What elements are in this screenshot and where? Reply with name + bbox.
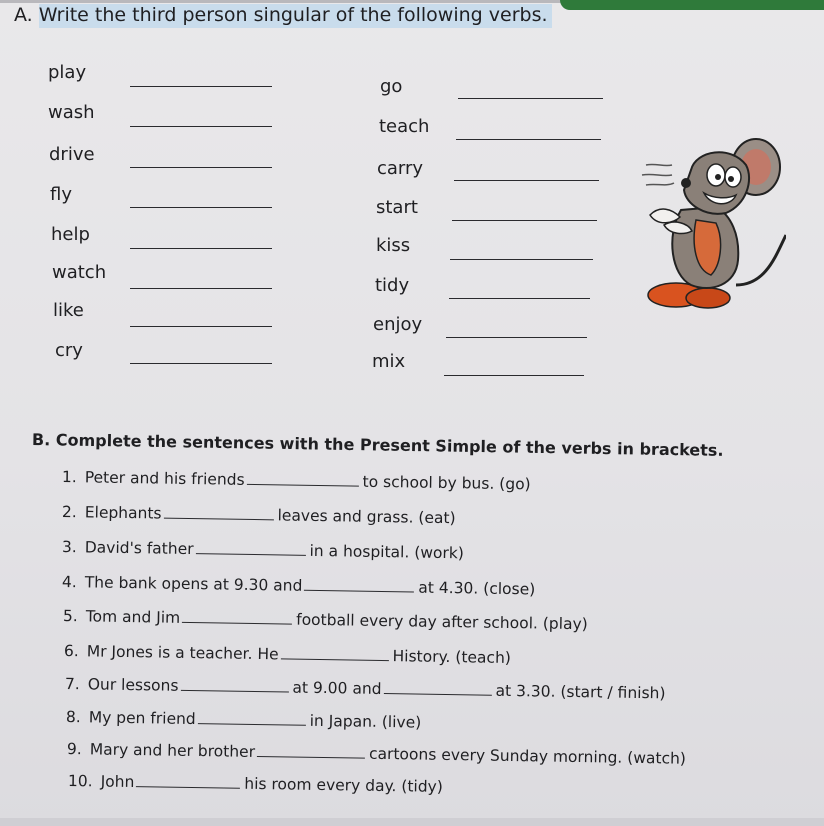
answer-blank[interactable] [304,590,414,593]
verb-right: kiss [376,235,411,256]
sentence-row: 2. Elephants leaves and grass. (eat) [61,503,456,528]
answer-blank[interactable] [281,658,389,661]
answer-blank[interactable] [136,786,240,789]
answer-blank[interactable] [130,288,272,289]
verb-left: drive [49,144,95,165]
verb-right: go [380,76,403,97]
answer-blank[interactable] [130,207,272,208]
verb-right: enjoy [373,314,423,335]
sentence-row: 7. Our lessons at 9.00 and at 3.30. (start / finish) [64,675,666,703]
page-bottom-edge [0,818,824,826]
answer-blank[interactable] [456,139,601,140]
answer-blank[interactable] [257,756,365,759]
section-b-heading: B. Complete the sentences with the Present Simple of the verbs in brackets. [31,430,724,460]
section-a-letter: A. [14,4,33,26]
sentence-row: 10. John his room every day. (tidy) [67,772,443,796]
verb-right: teach [379,116,430,137]
section-a-heading [14,4,552,26]
verb-left: help [51,224,90,245]
verb-right: tidy [375,275,410,296]
verb-left: fly [50,184,72,205]
answer-blank[interactable] [195,553,305,556]
answer-blank[interactable] [130,248,272,249]
sentence-row: 5. Tom and Jim football every day after school. (play) [62,607,588,634]
verb-right: start [376,197,418,218]
verb-right: carry [377,158,424,179]
verb-right: mix [372,351,406,372]
section-a-title: Write the third person singular of the following verbs. [39,4,552,28]
verb-left: wash [48,102,95,123]
sentence-row: 8. My pen friend in Japan. (live) [65,708,422,732]
verb-left: cry [55,340,83,361]
answer-blank[interactable] [383,693,491,696]
answer-blank[interactable] [130,363,272,364]
green-corner-strip [560,0,824,10]
page-top-edge [0,0,600,3]
answer-blank[interactable] [182,622,292,625]
answer-blank[interactable] [247,484,359,487]
verb-left: play [48,62,87,83]
answer-blank[interactable] [446,337,587,338]
answer-blank[interactable] [130,326,272,327]
sentence-row: 6. Mr Jones is a teacher. He History. (teach) [63,642,512,668]
sentence-row: 4. The bank opens at 9.30 and at 4.30. (close) [61,573,536,599]
answer-blank[interactable] [130,126,272,127]
answer-blank[interactable] [449,298,590,299]
sentence-row: 9. Mary and her brother cartoons every Sunday morning. (watch) [66,740,687,768]
answer-blank[interactable] [130,86,272,87]
answer-blank[interactable] [180,690,288,693]
answer-blank[interactable] [444,375,584,376]
answer-blank[interactable] [130,167,272,168]
answer-blank[interactable] [458,98,603,99]
verb-left: like [53,300,84,321]
mouse-cartoon-icon [636,135,786,310]
answer-blank[interactable] [452,220,597,221]
answer-blank[interactable] [454,180,599,181]
answer-blank[interactable] [198,723,306,726]
sentence-row: 3. David's father in a hospital. (work) [61,538,465,563]
answer-blank[interactable] [163,518,273,521]
sentence-row: 1. Peter and his friends to school by bus. (go) [61,468,531,494]
answer-blank[interactable] [450,259,593,260]
verb-left: watch [52,262,107,283]
